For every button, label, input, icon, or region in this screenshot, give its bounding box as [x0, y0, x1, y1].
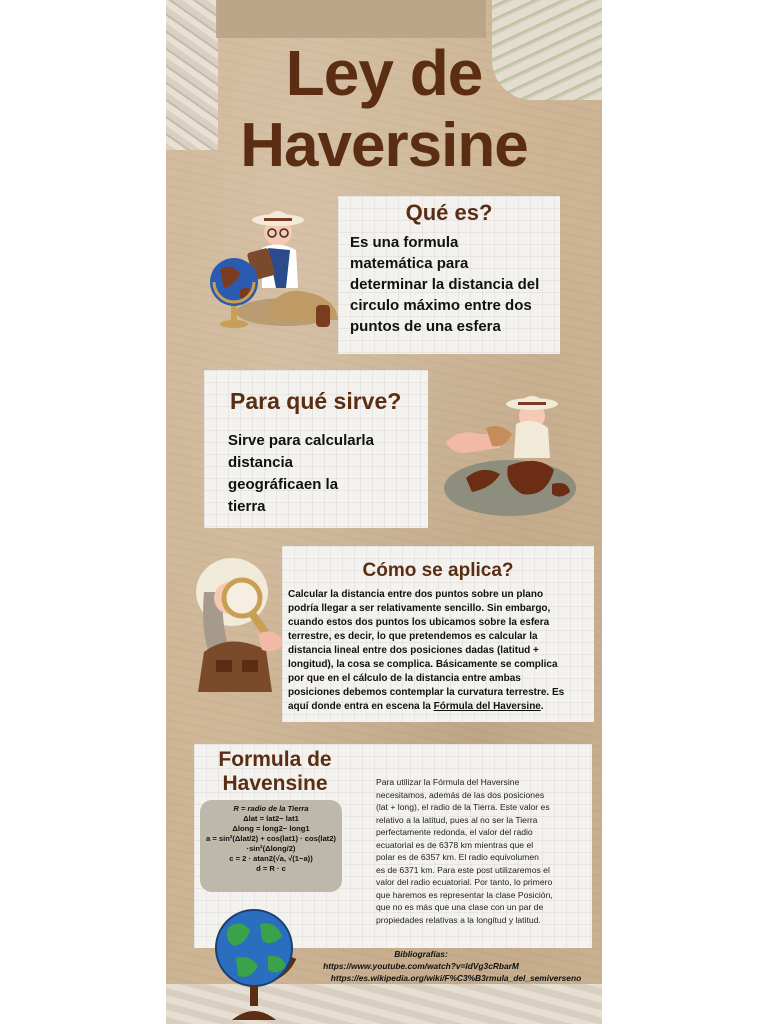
- bibliography-link-youtube[interactable]: https://www.youtube.com/watch?v=ldVg3cRbarM: [323, 961, 519, 971]
- formula-line: ·sin²(Δlong/2): [246, 844, 296, 853]
- formula-line: R = radio de la Tierra: [233, 804, 309, 813]
- card-para-que-text: [228, 430, 418, 518]
- text-line: puntos de una esfera: [350, 318, 501, 335]
- page-title-line1: Ley de: [285, 37, 483, 109]
- text-line: cuando estos dos puntos los ubicamos sobre la esfera: [288, 617, 550, 628]
- text-line: podría llegar a ser relativamente sencillo. Sin embargo,: [288, 603, 551, 614]
- text-line: longitud), la cosa se complica. Básicamente se complica: [288, 659, 558, 670]
- bibliography-label: Bibliografías:: [394, 949, 448, 959]
- card-que-es-text: [350, 232, 562, 337]
- text-line: por que en el cálculo de la distancia entre ambas: [288, 673, 521, 684]
- text-line: es de 6371 km. Para este post utilizaremos el: [376, 864, 550, 875]
- text-line: terrestre, es decir, lo que pretendemos es calcular la: [288, 631, 538, 642]
- text-line: que haremos es representar la clase Posición,: [376, 889, 553, 900]
- text-line: perfectamente redonda, el valor del radio: [376, 827, 533, 837]
- paper-tape-decoration: [216, 0, 486, 38]
- explorer-magnifier-illustration: [180, 552, 292, 694]
- text-line-last: aquí donde entra en escena la Fórmula del Haversine.: [288, 701, 544, 712]
- text-line: circulo máximo entre dos: [350, 297, 532, 314]
- text-line: (lat + long), el radio de la Tierra. Este valor es: [376, 802, 550, 812]
- text-line: distancia lineal entre dos posiciones dadas (latitud +: [288, 645, 539, 656]
- explorer-map-illustration: [442, 388, 578, 520]
- card-que-es: [338, 196, 560, 354]
- text-line: propiedades relativas a la longitud y latitud.: [376, 914, 541, 925]
- text-line: Calcular la distancia entre dos puntos sobre un plano: [288, 589, 544, 600]
- text-line: Es una formula: [350, 234, 459, 251]
- formula-line: Δlat = lat2− lat1: [243, 814, 299, 823]
- explorer-globe-illustration: [206, 200, 346, 340]
- card-que-es-heading: Qué es?: [405, 200, 493, 225]
- page-title-line2: Haversine: [240, 111, 528, 180]
- card-formula-heading: Formula de Havensine: [218, 748, 332, 795]
- formula-line: a = sin²(Δlat/2) + cos(lat1) · cos(lat2): [206, 834, 336, 843]
- formula-line: d = R · c: [256, 864, 286, 873]
- card-para-que: [204, 370, 428, 528]
- text-line: relativo a la latitud, pues al no ser la Tierra: [376, 814, 538, 825]
- text-line: polar es de 6357 km. El radio equivolumen: [376, 852, 539, 862]
- card-formula-text: [376, 776, 582, 926]
- haversine-formula-link[interactable]: Fórmula del Haversine: [433, 701, 541, 712]
- card-como-text: [288, 588, 590, 714]
- text-line: necesitamos, además de las dos posiciones: [376, 789, 545, 800]
- formula-line: Δlong = long2− long1: [232, 824, 310, 833]
- text-line: determinar la distancia del: [350, 276, 540, 293]
- text-line: que no es más que una clase con un par de: [376, 902, 544, 912]
- bibliography: [256, 948, 586, 984]
- formula-box: [200, 800, 342, 892]
- text-line: tierra: [228, 498, 266, 515]
- text-line: geográficaen la: [228, 476, 339, 493]
- card-como-se-aplica: [282, 546, 594, 722]
- text-line: Sirve para calcularla: [228, 432, 374, 449]
- text-line: matemática para: [350, 255, 469, 272]
- text-line: posiciones debemos contemplar la curvatura terrestre. Es: [288, 687, 565, 698]
- text-line: ecuatorial es de 6378 km mientras que el: [376, 839, 534, 850]
- text-line: distancia: [228, 454, 294, 471]
- infographic-poster: [166, 0, 602, 1024]
- card-para-que-heading: Para qué sirve?: [230, 388, 402, 414]
- card-como-heading: Cómo se aplica?: [362, 560, 514, 581]
- formula-line: c = 2 · atan2(√a, √(1−a)): [229, 854, 313, 863]
- text-line: Para utilizar la Fórmula del Haversine: [376, 777, 520, 787]
- bibliography-link-wikipedia[interactable]: https://es.wikipedia.org/wiki/F%C3%B3rmula_del_semiverseno: [330, 973, 582, 983]
- text-line: valor del radio ecuatorial. Por tanto, lo primero: [376, 877, 553, 887]
